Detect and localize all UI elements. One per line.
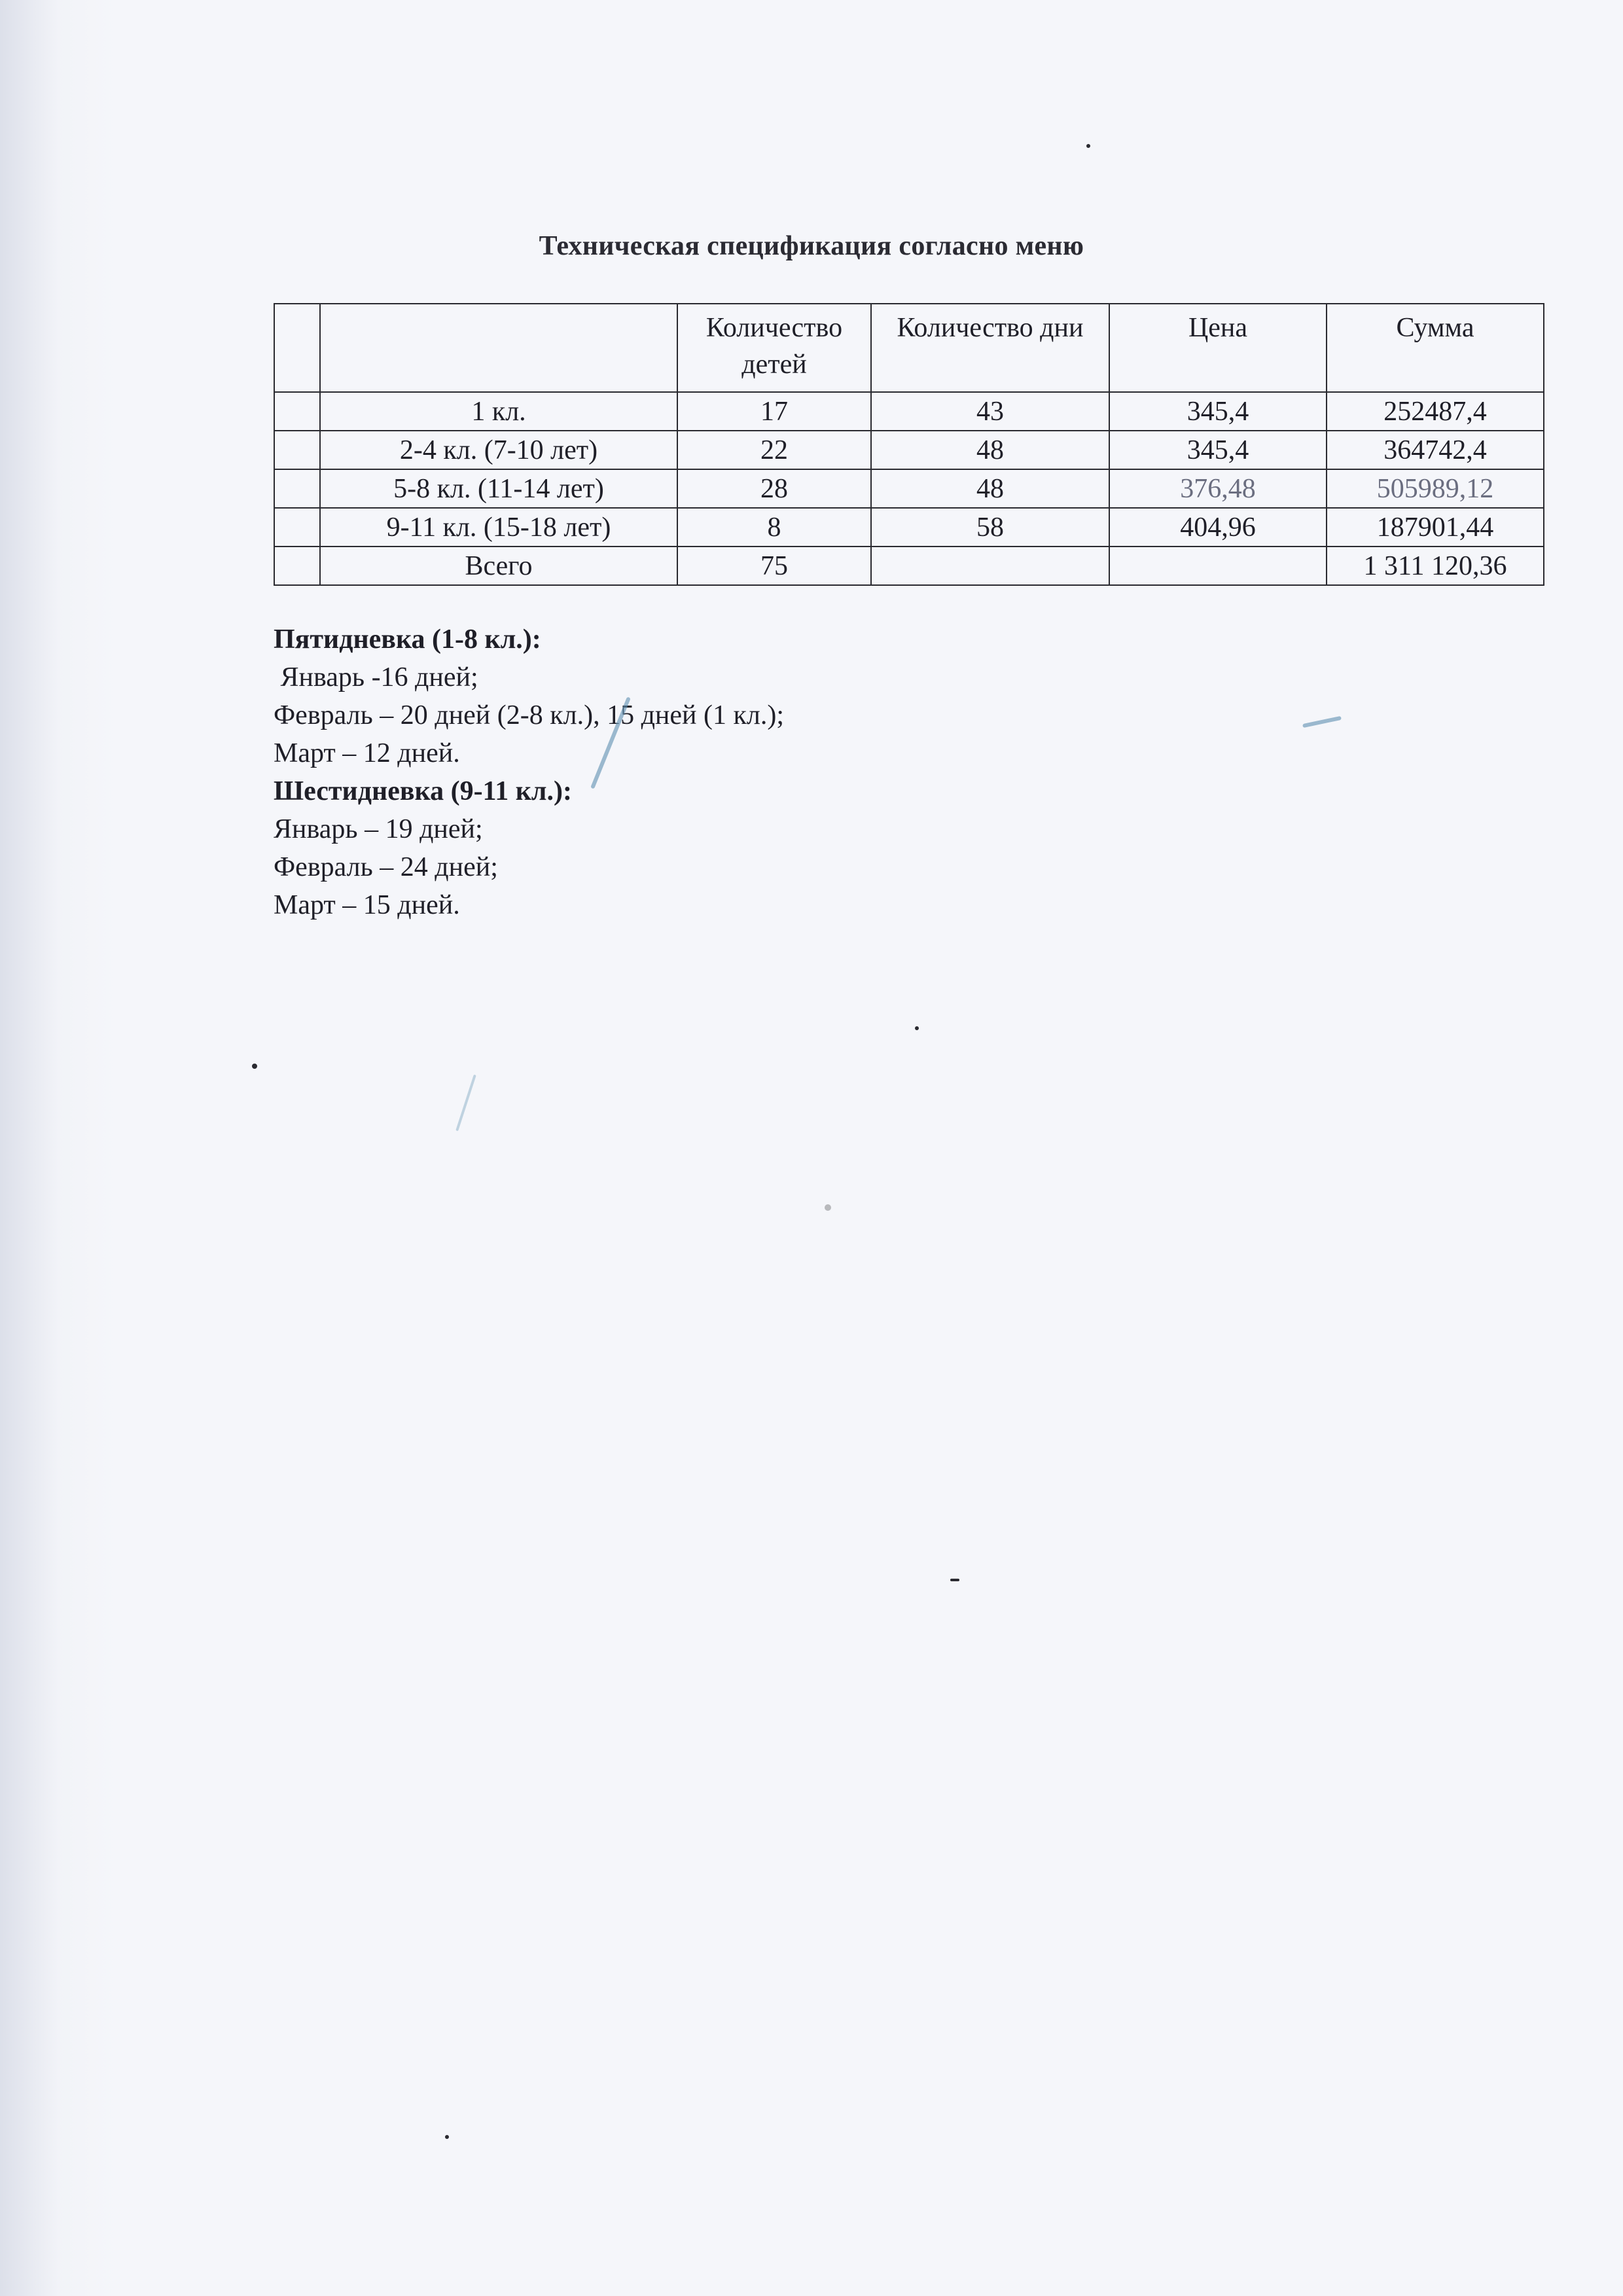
schedule-notes	[274, 620, 784, 924]
table-cell	[274, 469, 320, 508]
table-cell: 404,96	[1109, 508, 1327, 547]
header-cell	[320, 304, 677, 392]
table-total-row	[274, 547, 1544, 585]
table-cell: Всего	[320, 547, 677, 585]
table-cell: 9-11 кл. (15-18 лет)	[320, 508, 677, 547]
document-title: Техническая спецификация согласно меню	[539, 231, 1084, 261]
table-cell: 48	[871, 431, 1109, 469]
five-day-line: Февраль – 20 дней (2-8 кл.), 15 дней (1 кл.);	[274, 700, 785, 730]
table-cell: 75	[677, 547, 871, 585]
table-cell: 345,4	[1109, 431, 1327, 469]
table-cell: 22	[677, 431, 871, 469]
five-day-heading: Пятидневка (1-8 кл.):	[274, 624, 541, 655]
scan-speck	[825, 1204, 831, 1211]
table-cell: 505989,12	[1327, 469, 1544, 508]
header-days-count: Количество дни	[871, 304, 1109, 392]
table-row	[274, 431, 1544, 469]
table-cell: 252487,4	[1327, 392, 1544, 431]
table-cell: 2-4 кл. (7-10 лет)	[320, 431, 677, 469]
table-cell	[274, 547, 320, 585]
table-row	[274, 469, 1544, 508]
table-cell: 48	[871, 469, 1109, 508]
table-cell	[274, 508, 320, 547]
six-day-line: Февраль – 24 дней;	[274, 852, 498, 882]
scan-speck	[915, 1026, 919, 1030]
table-row	[274, 392, 1544, 431]
table-cell: 5-8 кл. (11-14 лет)	[320, 469, 677, 508]
five-day-line: Март – 12 дней.	[274, 738, 460, 768]
scan-speck	[950, 1579, 959, 1581]
table-cell: 43	[871, 392, 1109, 431]
table-header-row	[274, 304, 1544, 392]
table-row	[274, 508, 1544, 547]
six-day-heading: Шестидневка (9-11 кл.):	[274, 776, 572, 806]
scan-speck	[252, 1064, 257, 1069]
six-day-line: Март – 15 дней.	[274, 890, 460, 920]
table-cell: 58	[871, 508, 1109, 547]
table-cell: 8	[677, 508, 871, 547]
pen-stroke-mark	[455, 1075, 476, 1132]
table-cell	[871, 547, 1109, 585]
table-cell: 28	[677, 469, 871, 508]
scan-speck	[445, 2135, 449, 2139]
five-day-line: Январь -16 дней;	[274, 662, 478, 692]
pen-stroke-mark	[1302, 716, 1342, 728]
table-cell: 376,48	[1109, 469, 1327, 508]
table-cell	[274, 431, 320, 469]
table-cell: 1 кл.	[320, 392, 677, 431]
six-day-line: Январь – 19 дней;	[274, 814, 483, 844]
table-cell	[274, 392, 320, 431]
specification-table	[274, 303, 1544, 586]
scan-speck	[1086, 144, 1090, 148]
table-cell: 364742,4	[1327, 431, 1544, 469]
header-children-count: Количество детей	[677, 304, 871, 392]
table-cell	[1109, 547, 1327, 585]
header-sum: Сумма	[1327, 304, 1544, 392]
header-cell	[274, 304, 320, 392]
table-cell: 187901,44	[1327, 508, 1544, 547]
table-cell: 345,4	[1109, 392, 1327, 431]
table-cell: 1 311 120,36	[1327, 547, 1544, 585]
table-cell: 17	[677, 392, 871, 431]
header-price: Цена	[1109, 304, 1327, 392]
